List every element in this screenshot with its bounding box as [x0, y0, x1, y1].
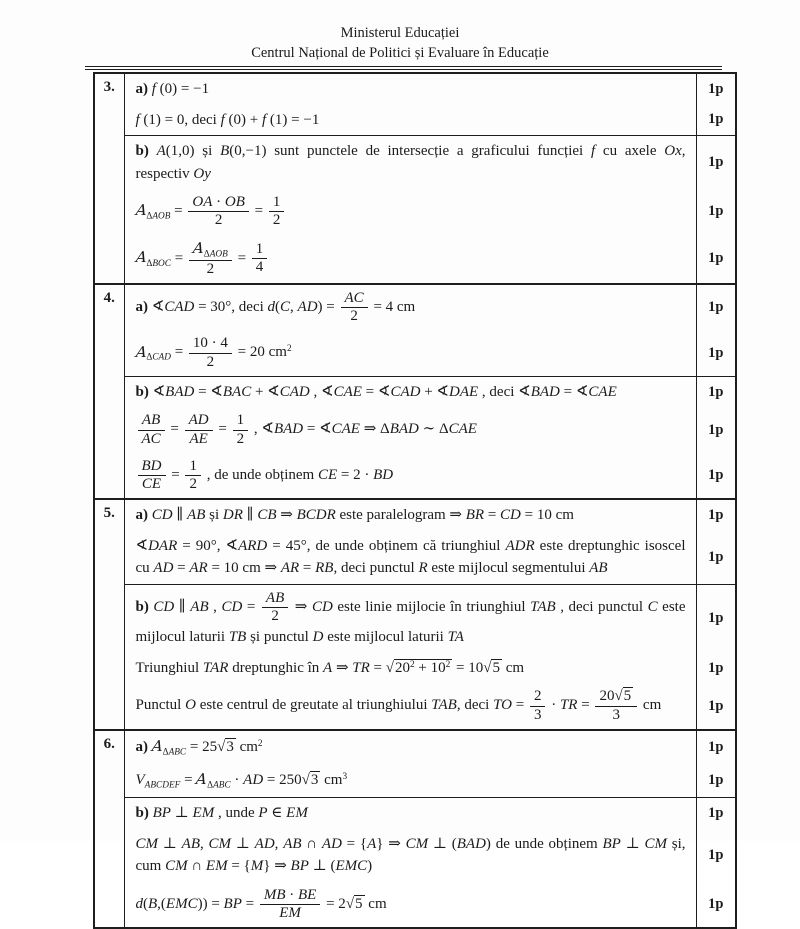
- problem-number: 5.: [94, 499, 124, 730]
- answer-content: $\frac{BD}{CE}$ = $\frac{1}{2}$ , de unde obținem CE = 2 · BD: [124, 453, 696, 500]
- answer-content: b) BP ⊥ EM , unde P ∈ EM: [124, 798, 696, 829]
- ministry-line: Ministerul Educației: [340, 25, 460, 41]
- answer-content: f (1) = 0, deci f (0) + f (1) = −1: [124, 105, 696, 136]
- answer-content: $A_{\Delta AOB}$ = $\frac{OA \cdot OB}{2}$ = $\frac{1}{2}$: [124, 189, 696, 235]
- answer-line-row: [94, 136, 736, 190]
- answer-line-row: [94, 584, 736, 653]
- answer-line-row: [94, 764, 736, 798]
- answer-content: ∢DAR = 90°, ∢ARD = 45°, de unde obținem că triunghiul ADR este dreptunghic isoscel cu AD = AR = 10 cm ⇒ AR = RB, deci punctul R este mijlocul segmentului AB: [124, 531, 696, 585]
- points-cell: 1p: [696, 730, 736, 764]
- answer-content: Triunghiul TAR dreptunghic în A ⇒ TR = $√20^2 + 10^2 = 10√5$ cm: [124, 653, 696, 684]
- answer-line-row: [94, 407, 736, 453]
- points-cell: 1p: [696, 453, 736, 500]
- points-cell: 1p: [696, 136, 736, 190]
- answer-line-row: [94, 798, 736, 829]
- problem-number: 3.: [94, 73, 124, 284]
- points-cell: 1p: [696, 189, 736, 235]
- answer-content: $\frac{AB}{AC}$ = $\frac{AD}{AE}$ = $\frac{1}{2}$ , ∢BAD = ∢CAE ⇒ ΔBAD ∼ ΔCAE: [124, 407, 696, 453]
- answer-content: $A_{\Delta CAD}$ = $\frac{10 \cdot 4}{2}$ = 20 $cm^2$: [124, 330, 696, 376]
- points-cell: 1p: [696, 683, 736, 730]
- answers-table: [93, 72, 737, 929]
- points-cell: 1p: [696, 330, 736, 376]
- answer-line-row: [94, 453, 736, 500]
- points-cell: 1p: [696, 376, 736, 407]
- answer-line-row: [94, 376, 736, 407]
- answer-line-row: [94, 531, 736, 585]
- points-cell: 1p: [696, 829, 736, 882]
- points-cell: 1p: [696, 764, 736, 798]
- points-cell: 1p: [696, 235, 736, 284]
- answer-content: $A_{\Delta BOC}$ = $\frac{A_{\Delta AOB}}{2}$ = $\frac{1}{4}$: [124, 235, 696, 284]
- answer-content: b) CD ∥ AB , CD = $\frac{AB}{2}$ ⇒ CD este linie mijlocie în triunghiul TAB , deci punctul C este mijlocul laturii TB și punctul D este mijlocul laturii TA: [124, 584, 696, 653]
- points-cell: 1p: [696, 531, 736, 585]
- answer-content: a) ∢CAD = 30°, deci d(C, AD) = $\frac{AC}{2}$ = 4 cm: [124, 284, 696, 331]
- answer-line-row: [94, 683, 736, 730]
- answer-line-row: [94, 73, 736, 105]
- answers-table-body: [94, 73, 736, 928]
- points-cell: 1p: [696, 798, 736, 829]
- points-cell: 1p: [696, 73, 736, 105]
- answer-line-row: [94, 653, 736, 684]
- answer-content: a) $A_{\Delta ABC} = 25√3$ $cm^2$: [124, 730, 696, 764]
- points-cell: 1p: [696, 105, 736, 136]
- answer-line-row: [94, 730, 736, 764]
- points-cell: 1p: [696, 499, 736, 531]
- doc-header: [0, 0, 800, 63]
- center-line: Centrul Național de Politici și Evaluare în Educație: [251, 44, 549, 61]
- answer-content: b) ∢BAD = ∢BAC + ∢CAD , ∢CAE = ∢CAD + ∢DAE , deci ∢BAD = ∢CAE: [124, 376, 696, 407]
- answer-content: Punctul O este centrul de greutate al triunghiului TAB, deci TO = $\frac{2}{3}$ · TR = $\frac{20√5}{3}$ cm: [124, 683, 696, 730]
- answer-content: a) f (0) = −1: [124, 73, 696, 105]
- answer-line-row: [94, 882, 736, 929]
- answer-content: CM ⊥ AB, CM ⊥ AD, AB ∩ AD = {A} ⇒ CM ⊥ (BAD) de unde obținem BP ⊥ CM și, cum CM ∩ EM = {M} ⇒ BP ⊥ (EMC): [124, 829, 696, 882]
- answer-content: d(B,(EMC)) = BP = $\frac{MB \cdot BE}{EM}$ = 2√5 cm: [124, 882, 696, 929]
- answer-line-row: [94, 330, 736, 376]
- answer-line-row: [94, 499, 736, 531]
- points-cell: 1p: [696, 584, 736, 653]
- problem-number: 6.: [94, 730, 124, 928]
- points-cell: 1p: [696, 407, 736, 453]
- answer-content: b) A(1,0) și B(0,−1) sunt punctele de intersecție a graficului funcției f cu axele Ox, respectiv Oy: [124, 136, 696, 190]
- answer-line-row: [94, 829, 736, 882]
- answer-content: $V_{ABCDEF} = A_{\Delta ABC}$ · AD = 250√3 $cm^3$: [124, 764, 696, 798]
- header-rule: [85, 66, 722, 70]
- points-cell: 1p: [696, 653, 736, 684]
- answer-line-row: [94, 189, 736, 235]
- problem-number: 4.: [94, 284, 124, 500]
- answer-line-row: [94, 105, 736, 136]
- points-cell: 1p: [696, 882, 736, 929]
- answer-line-row: [94, 235, 736, 284]
- answer-line-row: [94, 284, 736, 331]
- answer-content: a) CD ∥ AB și DR ∥ CB ⇒ BCDR este paralelogram ⇒ BR = CD = 10 cm: [124, 499, 696, 531]
- points-cell: 1p: [696, 284, 736, 331]
